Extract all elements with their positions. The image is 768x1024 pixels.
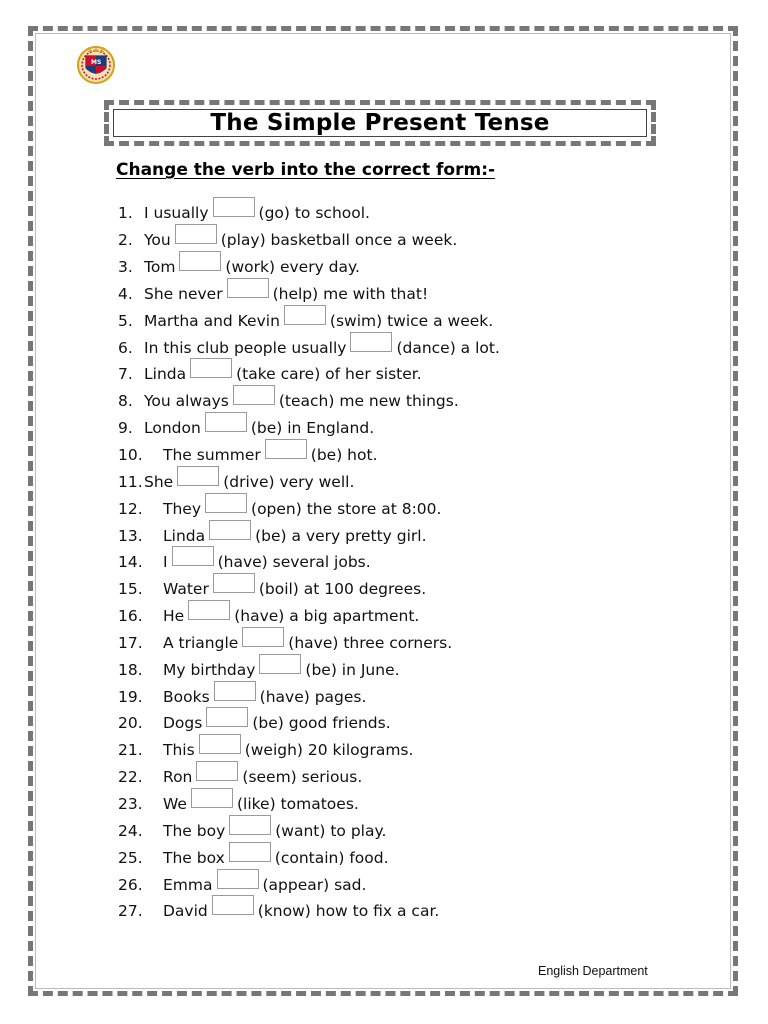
- item-verb-prompt: (take care) of her sister.: [236, 365, 422, 384]
- item-subject: The summer: [163, 446, 261, 465]
- item-subject: She never: [144, 284, 223, 303]
- item-verb-prompt: (appear) sad.: [262, 875, 367, 894]
- exercise-item: [118, 764, 500, 791]
- item-verb-prompt: (seem) serious.: [242, 768, 363, 787]
- exercise-item: [118, 415, 500, 442]
- item-number: 13.: [118, 526, 143, 545]
- item-number: 6.: [118, 338, 133, 357]
- item-number: 21.: [118, 741, 143, 760]
- item-verb-prompt: (be) a very pretty girl.: [255, 526, 427, 545]
- exercise-item: [118, 522, 500, 549]
- item-number: 24.: [118, 821, 143, 840]
- item-subject: Linda: [144, 365, 187, 384]
- answer-blank[interactable]: [177, 466, 219, 486]
- item-number: 26.: [118, 875, 143, 894]
- item-verb-prompt: (go) to school.: [258, 204, 370, 223]
- item-verb-prompt: (want) to play.: [275, 821, 387, 840]
- item-verb-prompt: (have) several jobs.: [217, 553, 371, 572]
- item-number: 3.: [118, 258, 133, 277]
- instruction-heading: Change the verb into the correct form:-: [116, 160, 496, 180]
- item-verb-prompt: (swim) twice a week.: [329, 311, 494, 330]
- item-subject: The boy: [163, 821, 226, 840]
- item-subject: Tom: [144, 258, 176, 277]
- item-verb-prompt: (work) every day.: [225, 258, 360, 277]
- title-box: [104, 100, 656, 146]
- answer-blank[interactable]: [175, 224, 217, 244]
- exercise-item: [118, 576, 500, 603]
- answer-blank[interactable]: [213, 197, 255, 217]
- item-subject: Dogs: [163, 714, 203, 733]
- exercise-item: [118, 656, 500, 683]
- item-number: 10.: [118, 446, 143, 465]
- exercise-item: [118, 603, 500, 630]
- item-number: 17.: [118, 633, 143, 652]
- item-verb-prompt: (have) a big apartment.: [234, 607, 420, 626]
- footer-department: English Department: [538, 964, 648, 978]
- item-subject: This: [163, 741, 195, 760]
- item-number: 16.: [118, 607, 143, 626]
- item-number: 23.: [118, 794, 143, 813]
- item-subject: She: [144, 472, 174, 491]
- item-number: 15.: [118, 580, 143, 599]
- item-verb-prompt: (contain) food.: [274, 848, 389, 867]
- item-number: 12.: [118, 499, 143, 518]
- answer-blank[interactable]: [209, 520, 251, 540]
- item-subject: Martha and Kevin: [144, 311, 280, 330]
- answer-blank[interactable]: [213, 573, 255, 593]
- exercise-item: [118, 495, 500, 522]
- item-number: 2.: [118, 231, 133, 250]
- answer-blank[interactable]: [190, 358, 232, 378]
- answer-blank[interactable]: [188, 600, 230, 620]
- item-subject: You always: [144, 392, 229, 411]
- item-verb-prompt: (boil) at 100 degrees.: [258, 580, 427, 599]
- item-subject: Ron: [163, 768, 193, 787]
- answer-blank[interactable]: [217, 869, 259, 889]
- item-number: 18.: [118, 660, 143, 679]
- exercise-item: [118, 710, 500, 737]
- answer-blank[interactable]: [265, 439, 307, 459]
- item-number: 22.: [118, 768, 143, 787]
- answer-blank[interactable]: [172, 546, 214, 566]
- item-subject: They: [163, 499, 202, 518]
- item-verb-prompt: (dance) a lot.: [396, 338, 500, 357]
- answer-blank[interactable]: [259, 654, 301, 674]
- item-subject: He: [163, 607, 185, 626]
- exercise-item: [118, 817, 500, 844]
- answer-blank[interactable]: [199, 734, 241, 754]
- exercise-item: [118, 549, 500, 576]
- item-verb-prompt: (know) how to fix a car.: [257, 902, 440, 921]
- answer-blank[interactable]: [212, 895, 254, 915]
- answer-blank[interactable]: [229, 815, 271, 835]
- item-verb-prompt: (like) tomatoes.: [236, 794, 359, 813]
- item-verb-prompt: (have) pages.: [259, 687, 367, 706]
- item-number: 14.: [118, 553, 143, 572]
- exercise-item: [118, 307, 500, 334]
- item-subject: I usually: [144, 204, 209, 223]
- answer-blank[interactable]: [179, 251, 221, 271]
- exercise-list: [118, 200, 500, 925]
- exercise-item: [118, 227, 500, 254]
- item-verb-prompt: (be) good friends.: [252, 714, 391, 733]
- exercise-item: [118, 200, 500, 227]
- item-subject: A triangle: [163, 633, 239, 652]
- exercise-item: [118, 683, 500, 710]
- item-verb-prompt: (play) basketball once a week.: [220, 231, 458, 250]
- exercise-item: [118, 442, 500, 469]
- item-number: 27.: [118, 902, 143, 921]
- answer-blank[interactable]: [284, 305, 326, 325]
- item-number: 25.: [118, 848, 143, 867]
- exercise-item: [118, 791, 500, 818]
- item-subject: Books: [163, 687, 210, 706]
- item-subject: Water: [163, 580, 209, 599]
- item-number: 4.: [118, 284, 133, 303]
- answer-blank[interactable]: [233, 385, 275, 405]
- answer-blank[interactable]: [191, 788, 233, 808]
- item-number: 8.: [118, 392, 133, 411]
- answer-blank[interactable]: [206, 707, 248, 727]
- item-verb-prompt: (be) in June.: [305, 660, 400, 679]
- item-verb-prompt: (teach) me new things.: [278, 392, 459, 411]
- answer-blank[interactable]: [205, 493, 247, 513]
- item-subject: In this club people usually: [144, 338, 347, 357]
- item-subject: The box: [163, 848, 225, 867]
- item-verb-prompt: (weigh) 20 kilograms.: [244, 741, 414, 760]
- answer-blank[interactable]: [205, 412, 247, 432]
- exercise-item: [118, 281, 500, 308]
- item-verb-prompt: (help) me with that!: [272, 284, 429, 303]
- page-title: The Simple Present Tense: [210, 110, 550, 136]
- answer-blank[interactable]: [214, 681, 256, 701]
- item-verb-prompt: (open) the store at 8:00.: [251, 499, 442, 518]
- item-subject: Linda: [163, 526, 206, 545]
- answer-blank[interactable]: [242, 627, 284, 647]
- exercise-item: [118, 254, 500, 281]
- item-subject: My birthday: [163, 660, 256, 679]
- answer-blank[interactable]: [229, 842, 271, 862]
- item-verb-prompt: (be) in England.: [250, 419, 375, 438]
- answer-blank[interactable]: [196, 761, 238, 781]
- answer-blank[interactable]: [350, 332, 392, 352]
- item-subject: You: [144, 231, 171, 250]
- item-number: 19.: [118, 687, 143, 706]
- item-verb-prompt: (drive) very well.: [223, 472, 355, 491]
- exercise-item: [118, 468, 500, 495]
- item-subject: David: [163, 902, 208, 921]
- item-number: 1.: [118, 204, 133, 223]
- exercise-item: [118, 361, 500, 388]
- exercise-item: [118, 630, 500, 657]
- exercise-item: [118, 871, 500, 898]
- item-number: 7.: [118, 365, 133, 384]
- logo-text: MS: [91, 59, 102, 66]
- school-crest-icon: [76, 44, 116, 86]
- exercise-item: [118, 898, 500, 925]
- item-verb-prompt: (have) three corners.: [288, 633, 453, 652]
- item-subject: We: [163, 794, 187, 813]
- exercise-item: [118, 844, 500, 871]
- exercise-item: [118, 737, 500, 764]
- item-number: 11.: [118, 472, 143, 491]
- item-subject: Emma: [163, 875, 213, 894]
- item-subject: I: [163, 553, 168, 572]
- item-number: 20.: [118, 714, 143, 733]
- answer-blank[interactable]: [227, 278, 269, 298]
- exercise-item: [118, 334, 500, 361]
- item-verb-prompt: (be) hot.: [310, 446, 378, 465]
- item-number: 5.: [118, 311, 133, 330]
- item-subject: London: [144, 419, 201, 438]
- item-number: 9.: [118, 419, 133, 438]
- exercise-item: [118, 388, 500, 415]
